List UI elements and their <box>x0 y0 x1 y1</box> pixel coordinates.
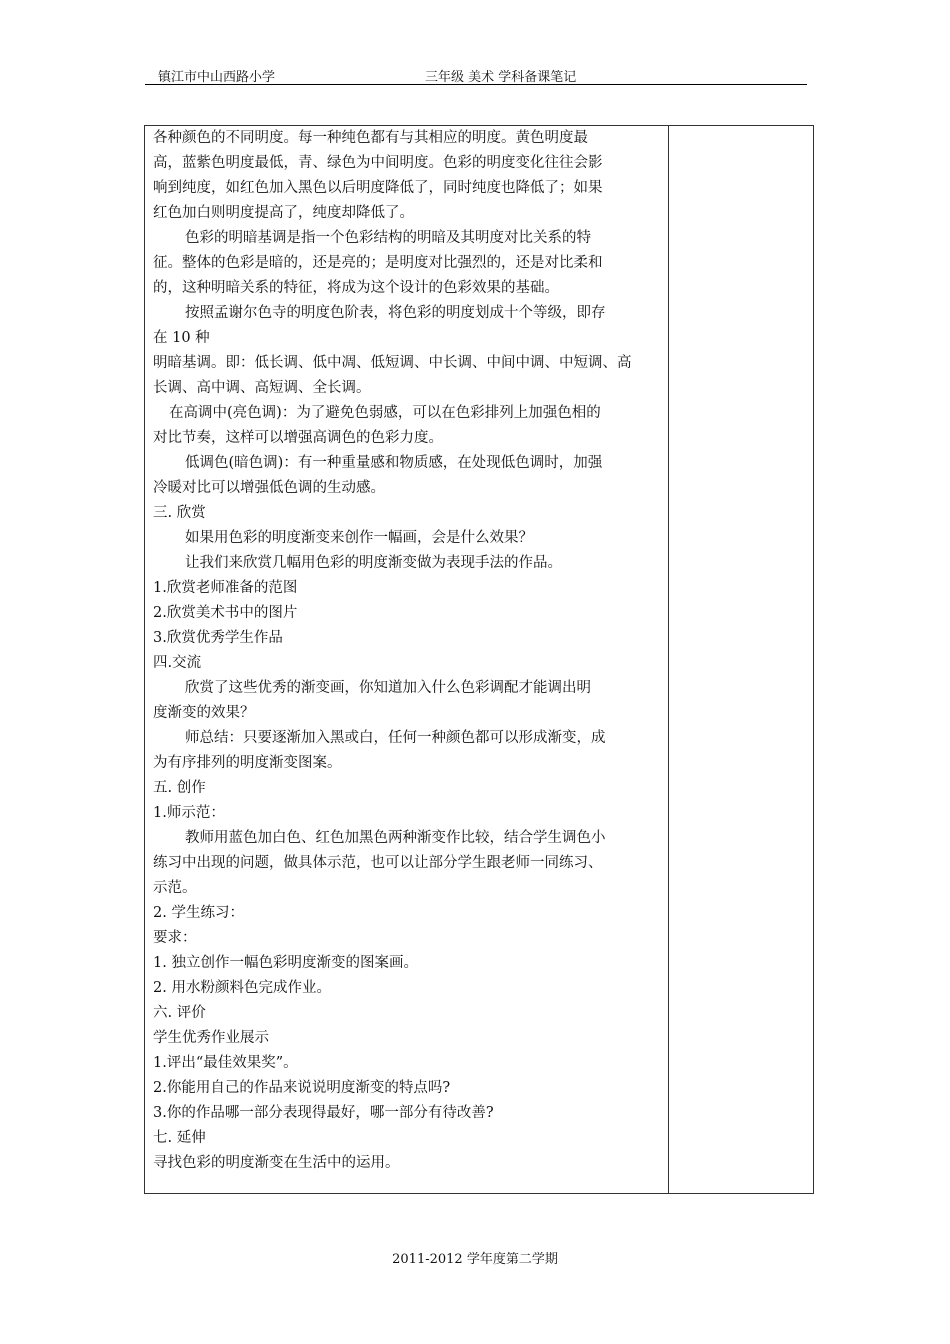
content-line: 各种颜色的不同明度。每一种纯色都有与其相应的明度。黄色明度最 <box>153 130 588 146</box>
content-line: 冷暖对比可以增强低色调的生动感。 <box>153 480 385 496</box>
content-line: 在 10 种 <box>153 330 210 346</box>
content-line: 对比节奏，这样可以增强高调色的色彩力度。 <box>153 430 443 446</box>
lesson-content-cell <box>153 126 663 1176</box>
content-line: 2.欣赏美术书中的图片 <box>153 605 298 621</box>
content-line: 寻找色彩的明度渐变在生活中的运用。 <box>153 1155 400 1171</box>
content-line: 2.你能用自己的作品来说说明度渐变的特点吗? <box>153 1080 451 1096</box>
content-line: 1. 独立创作一幅色彩明度渐变的图案画。 <box>153 955 418 971</box>
content-line: 3.你的作品哪一部分表现得最好，哪一部分有待改善? <box>153 1105 494 1121</box>
content-line: 低调色(暗色调)：有一种重量感和物质感，在处现低色调时，加强 <box>185 455 603 471</box>
content-line: 1.师示范： <box>153 805 225 821</box>
content-line: 让我们来欣赏几幅用色彩的明度渐变做为表现手法的作品。 <box>185 555 562 571</box>
content-line: 响到纯度，如红色加入黑色以后明度降低了，同时纯度也降低了；如果 <box>153 180 603 196</box>
content-line: 为有序排列的明度渐变图案。 <box>153 755 342 771</box>
content-line: 要求： <box>153 930 197 946</box>
content-line: 2. 用水粉颜料色完成作业。 <box>153 980 331 996</box>
content-line: 三. 欣赏 <box>153 505 206 521</box>
page-footer: 2011-2012 学年度第二学期 <box>392 1252 558 1267</box>
content-line: 学生优秀作业展示 <box>153 1030 269 1046</box>
content-line: 长调、高中调、高短调、全长调。 <box>153 380 371 396</box>
content-line: 示范。 <box>153 880 197 896</box>
content-line: 色彩的明暗基调是指一个色彩结构的明暗及其明度对比关系的特 <box>185 230 591 246</box>
content-line: 高，蓝紫色明度最低，青、绿色为中间明度。色彩的明度变化往往会影 <box>153 155 603 171</box>
content-line: 红色加白则明度提高了，纯度却降低了。 <box>153 205 414 221</box>
content-line: 2. 学生练习： <box>153 905 244 921</box>
content-line: 1.欣赏老师准备的范图 <box>153 580 298 596</box>
content-line: 练习中出现的问题，做具体示范，也可以让部分学生跟老师一同练习、 <box>153 855 603 871</box>
content-line: 师总结：只要逐渐加入黑或白，任何一种颜色都可以形成渐变，成 <box>185 730 606 746</box>
lesson-table <box>144 125 814 1194</box>
content-line: 六. 评价 <box>153 1005 206 1021</box>
content-line: 欣赏了这些优秀的渐变画，你知道加入什么色彩调配才能调出明 <box>185 680 591 696</box>
notes-cell <box>669 126 813 1193</box>
content-line: 在高调中(亮色调)：为了避免色弱感，可以在色彩排列上加强色相的 <box>169 405 601 421</box>
content-line: 按照孟谢尔色寺的明度色阶表，将色彩的明度划成十个等级，即存 <box>185 305 606 321</box>
content-line: 的，这种明暗关系的特征，将成为这个设计的色彩效果的基础。 <box>153 280 559 296</box>
school-name: 镇江市中山西路小学 <box>158 70 276 85</box>
content-line: 如果用色彩的明度渐变来创作一幅画，会是什么效果？ <box>185 530 533 546</box>
content-line: 明暗基调。即：低长调、低中凋、低短调、中长调、中间中调、中短调、高 <box>153 355 632 371</box>
course-title: 三年级 美术 学科备课笔记 <box>425 70 577 85</box>
content-line: 1.评出“最佳效果奖”。 <box>153 1055 298 1071</box>
content-line: 征。整体的色彩是暗的，还是亮的；是明度对比强烈的，还是对比柔和 <box>153 255 603 271</box>
page-header <box>145 62 807 85</box>
content-line: 七. 延伸 <box>153 1130 206 1146</box>
content-line: 3.欣赏优秀学生作品 <box>153 630 283 646</box>
content-line: 四.交流 <box>153 655 202 671</box>
content-line: 度渐变的效果？ <box>153 705 255 721</box>
content-line: 教师用蓝色加白色、红色加黑色两种渐变作比较，结合学生调色小 <box>185 830 606 846</box>
content-line: 五. 创作 <box>153 780 206 796</box>
